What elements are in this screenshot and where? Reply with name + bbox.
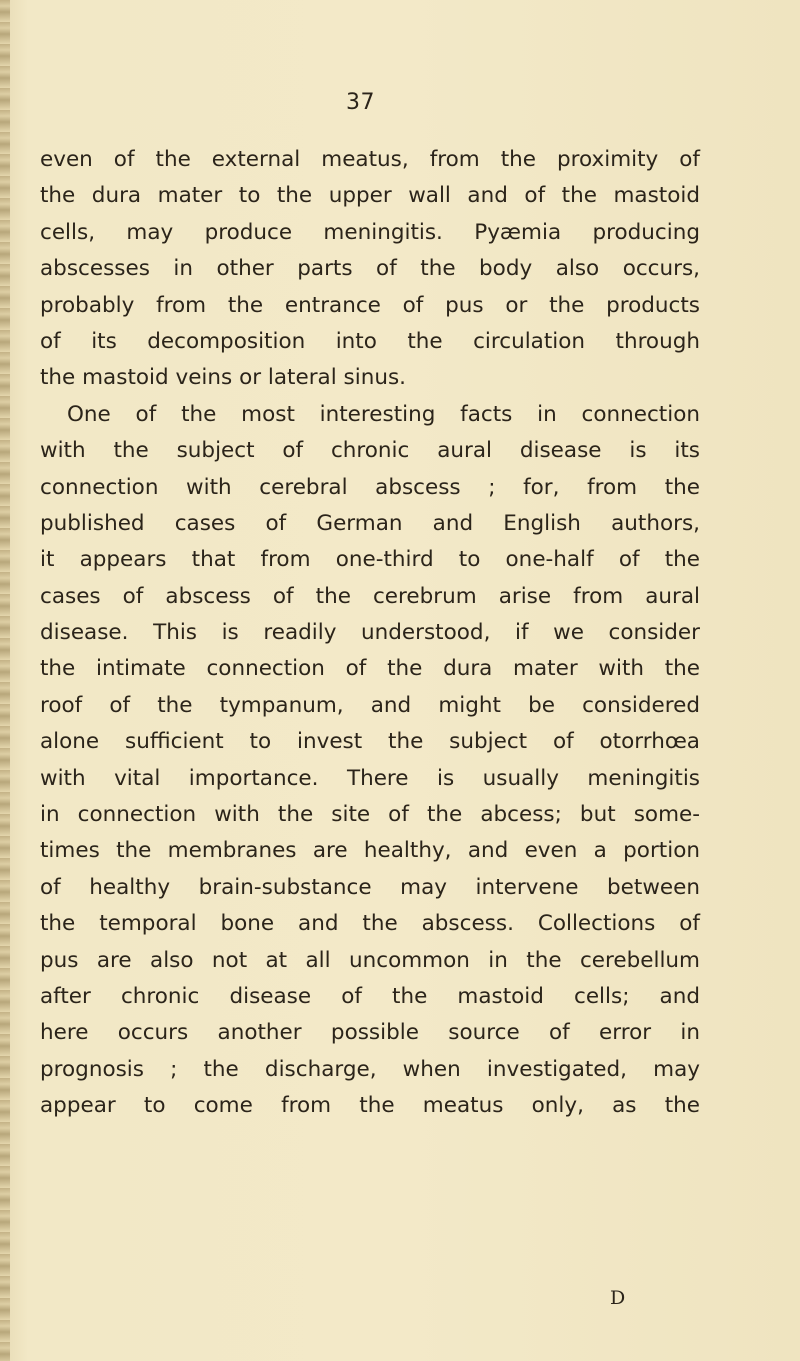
- text-line: the intimate connection of the dura mater with the: [40, 656, 700, 682]
- text-line: in connection with the site of the abcess; but some-: [40, 802, 700, 828]
- signature-mark: D: [610, 1287, 626, 1309]
- text-line: with vital importance. There is usually meningitis: [40, 765, 700, 791]
- text-line: of healthy brain-substance may intervene between: [40, 874, 700, 900]
- text-line: roof of the tympanum, and might be considered: [40, 692, 700, 718]
- page-number: 37: [346, 90, 375, 115]
- text-line: after chronic disease of the mastoid cells; and: [40, 983, 700, 1009]
- paragraph-first-line: One of the most interesting facts in connection: [67, 401, 700, 427]
- text-line: the dura mater to the upper wall and of the mastoid: [40, 183, 700, 209]
- text-line: pus are also not at all uncommon in the cerebellum: [40, 947, 700, 973]
- text-line: appear to come from the meatus only, as the: [40, 1093, 700, 1119]
- text-line: alone sufficient to invest the subject of otorrhœa: [40, 729, 700, 755]
- text-line: it appears that from one-third to one-half of the: [40, 547, 700, 573]
- page-binding-edge: [0, 0, 10, 1361]
- text-line: abscesses in other parts of the body also occurs,: [40, 256, 700, 282]
- text-line: the mastoid veins or lateral sinus.: [40, 365, 406, 391]
- text-line: here occurs another possible source of error in: [40, 1020, 700, 1046]
- text-line: published cases of German and English authors,: [40, 510, 700, 536]
- text-line: probably from the entrance of pus or the products: [40, 292, 700, 318]
- text-line: of its decomposition into the circulation through: [40, 328, 700, 354]
- text-line: cases of abscess of the cerebrum arise from aural: [40, 583, 700, 609]
- text-line: prognosis ; the discharge, when investigated, may: [40, 1056, 700, 1082]
- text-line: with the subject of chronic aural disease is its: [40, 438, 700, 464]
- text-line: even of the external meatus, from the proximity of: [40, 147, 700, 172]
- text-line: disease. This is readily understood, if we consider: [40, 620, 700, 646]
- text-line: connection with cerebral abscess ; for, from the: [40, 474, 700, 500]
- text-line: the temporal bone and the abscess. Collections of: [40, 911, 700, 937]
- text-line: cells, may produce meningitis. Pyæmia producing: [40, 219, 700, 245]
- body-text: [40, 142, 700, 1125]
- text-line: times the membranes are healthy, and even a portion: [40, 838, 700, 864]
